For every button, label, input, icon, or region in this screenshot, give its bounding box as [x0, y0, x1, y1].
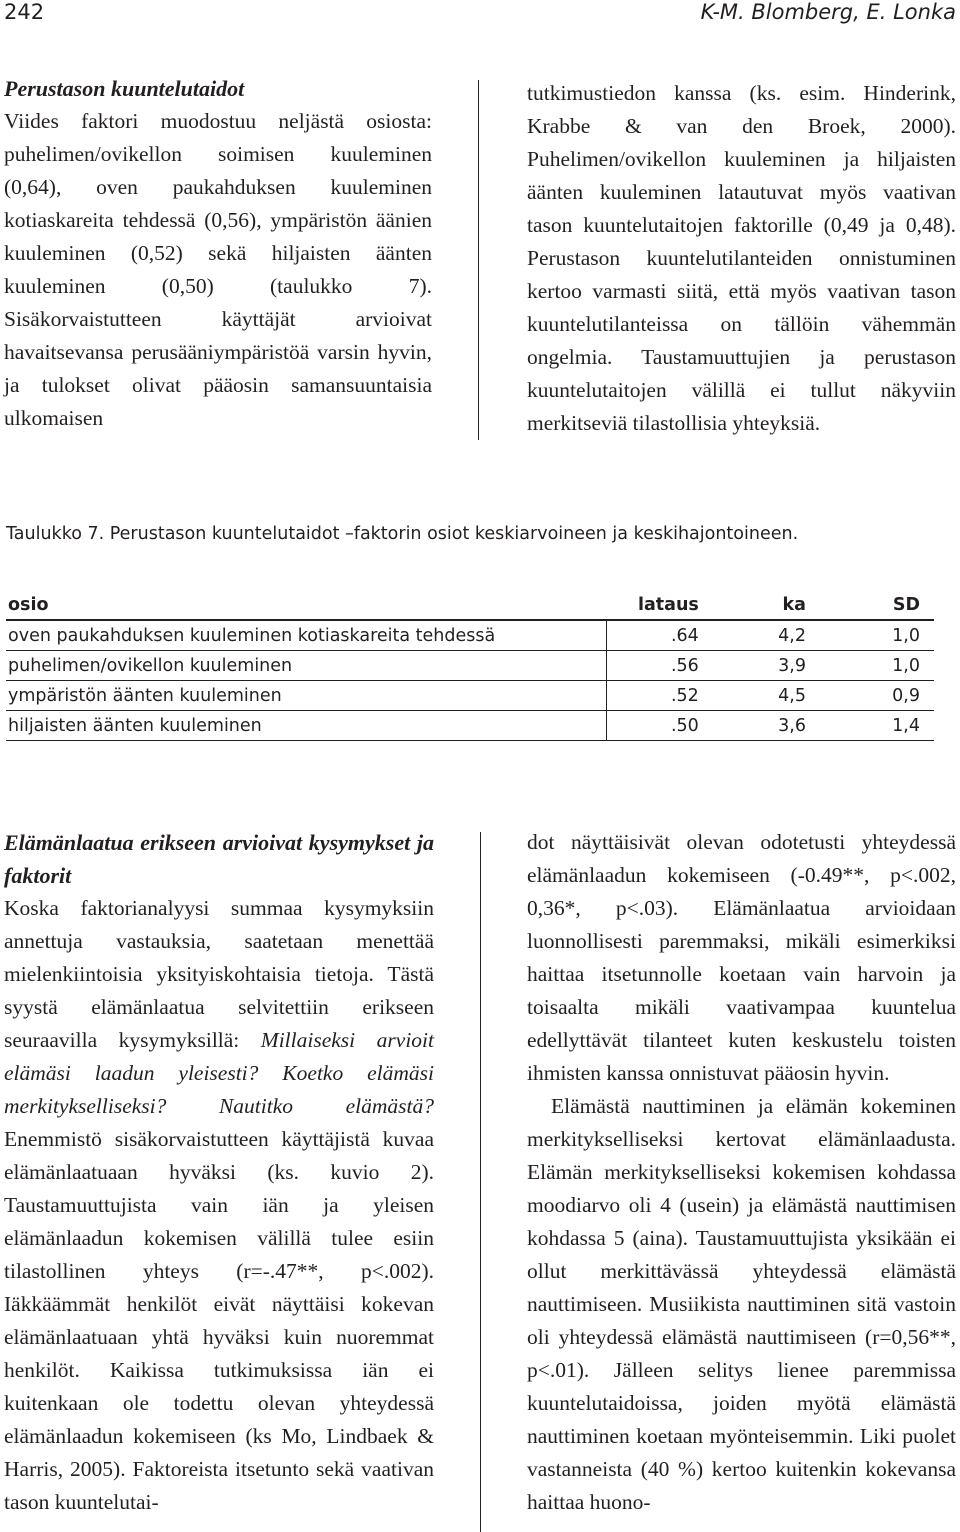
cell-lataus: .64 [607, 620, 703, 651]
section1-right-paragraph: tutkimustiedon kanssa (ks. esim. Hinderink, Krabbe & van den Broek, 2000). Puhelimen/ovikellon kuuleminen ja hiljaisten äänten kuuleminen latautuvat myös vaativan tason kuuntelutaitojen faktorille (0,49 ja 0,48). Perustason kuuntelutilanteiden onnistuminen kertoo varmasti siitä, että myös vaativan tason kuuntelutilanteissa on tällöin vähemmän ongelmia. Taustamuuttujien ja perustason kuuntelutaitojen välillä ei tullut näkyviin merkitseviä tilastollisia yhteyksiä. [527, 81, 956, 435]
header-sd: SD [806, 590, 934, 620]
section1-right-column [527, 77, 956, 440]
table-row [6, 711, 934, 741]
section2-right-paragraph-2: Elämästä nauttiminen ja elämän kokeminen merkitykselliseksi kertovat elämänlaadusta. Elämän merkitykselliseksi kokemisen kohdassa moodiarvo oli 4 (usein) ja elämästä nauttimisen kohdassa 5 (aina). Taustamuuttujista yksikään ei ollut merkittävässä yhteydessä elämästä nauttimiseen. Musiikista nauttiminen sitä vastoin oli yhteydessä elämästä nauttimiseen (r=0,56**, p<.01). Jälleen selitys lienee paremmissa kuuntelutaidoissa, joiden myötä elämästä nauttiminen koetaan myönteisemmin. Liki puolet vastanneista (40 %) kertoo kuitenkin kokevansa haittaa huono- [527, 1094, 956, 1514]
header-osio: osio [6, 590, 607, 620]
header-lataus: lataus [607, 590, 703, 620]
table-row [6, 651, 934, 681]
results-table [6, 590, 934, 741]
cell-osio: ympäristön äänten kuuleminen [6, 681, 607, 711]
cell-sd: 1,0 [806, 620, 934, 651]
section2-left-column [4, 826, 434, 1519]
section1-heading: Perustason kuuntelutaidot [4, 76, 245, 101]
cell-lataus: .50 [607, 711, 703, 741]
paragraph-text: Koska faktorianalyysi summaa kysymyksiin annettuja vastauksia, saatetaan menettää mielenkiintoisia yksityiskohtaisia tietoja. Tästä syystä elämänlaatua selvitettiin erikseen seuraavilla kysymyksillä: [4, 896, 434, 1052]
cell-ka: 4,2 [703, 620, 806, 651]
header-ka: ka [703, 590, 806, 620]
cell-sd: 1,0 [806, 651, 934, 681]
page-number: 242 [4, 0, 45, 24]
table-caption: Taulukko 7. Perustason kuuntelutaidot –faktorin osiot keskiarvoineen ja keskihajontoineen. [6, 524, 799, 544]
section2-right-column [527, 826, 956, 1519]
cell-ka: 3,9 [703, 651, 806, 681]
section1-left-column [4, 72, 432, 435]
section2-left-paragraph [4, 892, 434, 1519]
cell-osio: hiljaisten äänten kuuleminen [6, 711, 607, 741]
cell-sd: 0,9 [806, 681, 934, 711]
cell-lataus: .56 [607, 651, 703, 681]
section2-right-paragraph-1: dot näyttäisivät olevan odotetusti yhteydessä elämänlaadun kokemiseen (-0.49**, p<.002, 0,36*, p<.03). Elämänlaatua arvioidaan luonnollisesti paremmaksi, mikäli esimerkiksi haittaa itsetunnolle koetaan vain harvoin ja toisaalta mikäli vaativampaa kuuntelua edellyttävät tilanteet kuten keskustelu toisten ihmisten kanssa onnistuvat pääosin hyvin. [527, 830, 956, 1085]
cell-ka: 3,6 [703, 711, 806, 741]
cell-ka: 4,5 [703, 681, 806, 711]
cell-sd: 1,4 [806, 711, 934, 741]
table-row [6, 620, 934, 651]
column-divider [478, 80, 479, 440]
running-head: K-M. Blomberg, E. Lonka [700, 0, 956, 24]
survey-questions: Millaiseksi arvioit elämäsi laadun yleisesti? Koetko elämäsi merkitykselliseksi? Nautitko elämästä? [4, 1028, 434, 1118]
paragraph-text: Enemmistö sisäkorvaistutteen käyttäjistä kuvaa elämänlaatuaan hyväksi (ks. kuvio 2). Taustamuuttujista vain iän ja yleisen elämänlaadun kokemisen välillä tulee esiin tilastollinen yhteys (r=-.47**, p<.002). Iäkkäämmät henkilöt eivät näyttäisi kokevan elämänlaatuaan yhtä hyväksi kuin nuoremmat henkilöt. Kaikissa tutkimuksissa iän ei kuitenkaan ole todettu olevan yhteydessä elämänlaadun kokemiseen (ks Mo, Lindbaek & Harris, 2005). Faktoreista itsetunto sekä vaativan tason kuuntelutai- [4, 1127, 434, 1514]
table-row [6, 681, 934, 711]
section2-heading: Elämänlaatua erikseen arvioivat kysymykset ja faktorit [4, 830, 434, 888]
cell-osio: oven paukahduksen kuuleminen kotiaskareita tehdessä [6, 620, 607, 651]
column-divider [480, 832, 481, 1532]
section1-left-paragraph: Viides faktori muodostuu neljästä osiosta: puhelimen/ovikellon soimisen kuuleminen (0,64), oven paukahduksen kuuleminen kotiaskareita tehdessä (0,56), ympäristön äänien kuuleminen (0,52) sekä hiljaisten äänten kuuleminen (0,50) (taulukko 7). Sisäkorvaistutteen käyttäjät arvioivat havaitsevansa perusääniympäristöä varsin hyvin, ja tulokset olivat pääosin samansuuntaisia ulkomaisen [4, 109, 432, 430]
cell-lataus: .52 [607, 681, 703, 711]
table-header-row [6, 590, 934, 620]
cell-osio: puhelimen/ovikellon kuuleminen [6, 651, 607, 681]
